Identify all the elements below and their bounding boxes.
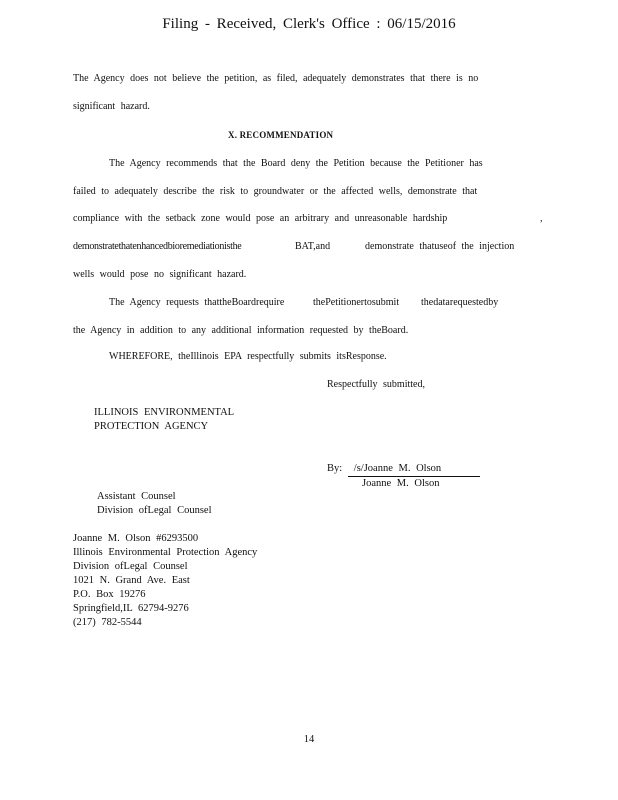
signature-block: [327, 462, 480, 491]
address-line: Division ofLegal Counsel: [73, 561, 188, 572]
text-line: thePetitionertosubmit: [313, 297, 400, 308]
text-line: The Agency does not believe the petition, as filed, adequately demonstrates that there is no: [73, 73, 479, 84]
page-number: 14: [303, 734, 315, 745]
text-line: The Agency recommends that the Board deny the Petition because the Petitioner has: [109, 158, 483, 169]
by-label: By:: [327, 463, 343, 474]
printed-name: Joanne M. Olson: [362, 478, 440, 489]
filing-header: Filing - Received, Clerk's Office : 06/15/2016: [162, 16, 456, 32]
address-line: Illinois Environmental Protection Agency: [73, 547, 258, 558]
text-line: The Agency requests thattheBoardrequire: [109, 297, 285, 308]
counsel-title: [97, 490, 212, 518]
text-line: demonstratethatenhancedbioremediationisthe: [73, 241, 242, 252]
agency-name-line: PROTECTION AGENCY: [94, 421, 209, 432]
address-block: [73, 532, 257, 630]
section-heading: X. RECOMMENDATION: [228, 130, 334, 140]
address-line: (217) 782-5544: [73, 617, 142, 628]
address-line: Joanne M. Olson #6293500: [73, 533, 199, 544]
text-line-end: ,: [540, 213, 543, 224]
text-line: demonstrate thatuseof the injection: [365, 241, 515, 252]
address-line: Springfield,IL 62794-9276: [73, 603, 189, 614]
signature-line: /s/Joanne M. Olson: [348, 462, 480, 477]
closing-line: Respectfully submitted,: [327, 379, 425, 390]
title-line: Assistant Counsel: [97, 491, 176, 502]
agency-name-line: ILLINOIS ENVIRONMENTAL: [94, 407, 235, 418]
text-line: BAT,and: [295, 241, 331, 252]
text-line: thedatarequestedby: [421, 297, 499, 308]
text-line: the Agency in addition to any additional information requested by theBoard.: [73, 325, 409, 336]
address-line: 1021 N. Grand Ave. East: [73, 575, 190, 586]
text-line: wells would pose no significant hazard.: [73, 269, 247, 280]
title-line: Division ofLegal Counsel: [97, 505, 212, 516]
agency-name: [94, 406, 234, 434]
address-line: P.O. Box 19276: [73, 589, 146, 600]
text-line: significant hazard.: [73, 101, 150, 112]
text-line: failed to adequately describe the risk to groundwater or the affected wells, demonstrate that: [73, 186, 478, 197]
text-line: compliance with the setback zone would pose an arbitrary and unreasonable hardship: [73, 213, 448, 224]
wherefore-line: WHEREFORE, theIllinois EPA respectfully submits itsResponse.: [109, 351, 387, 362]
